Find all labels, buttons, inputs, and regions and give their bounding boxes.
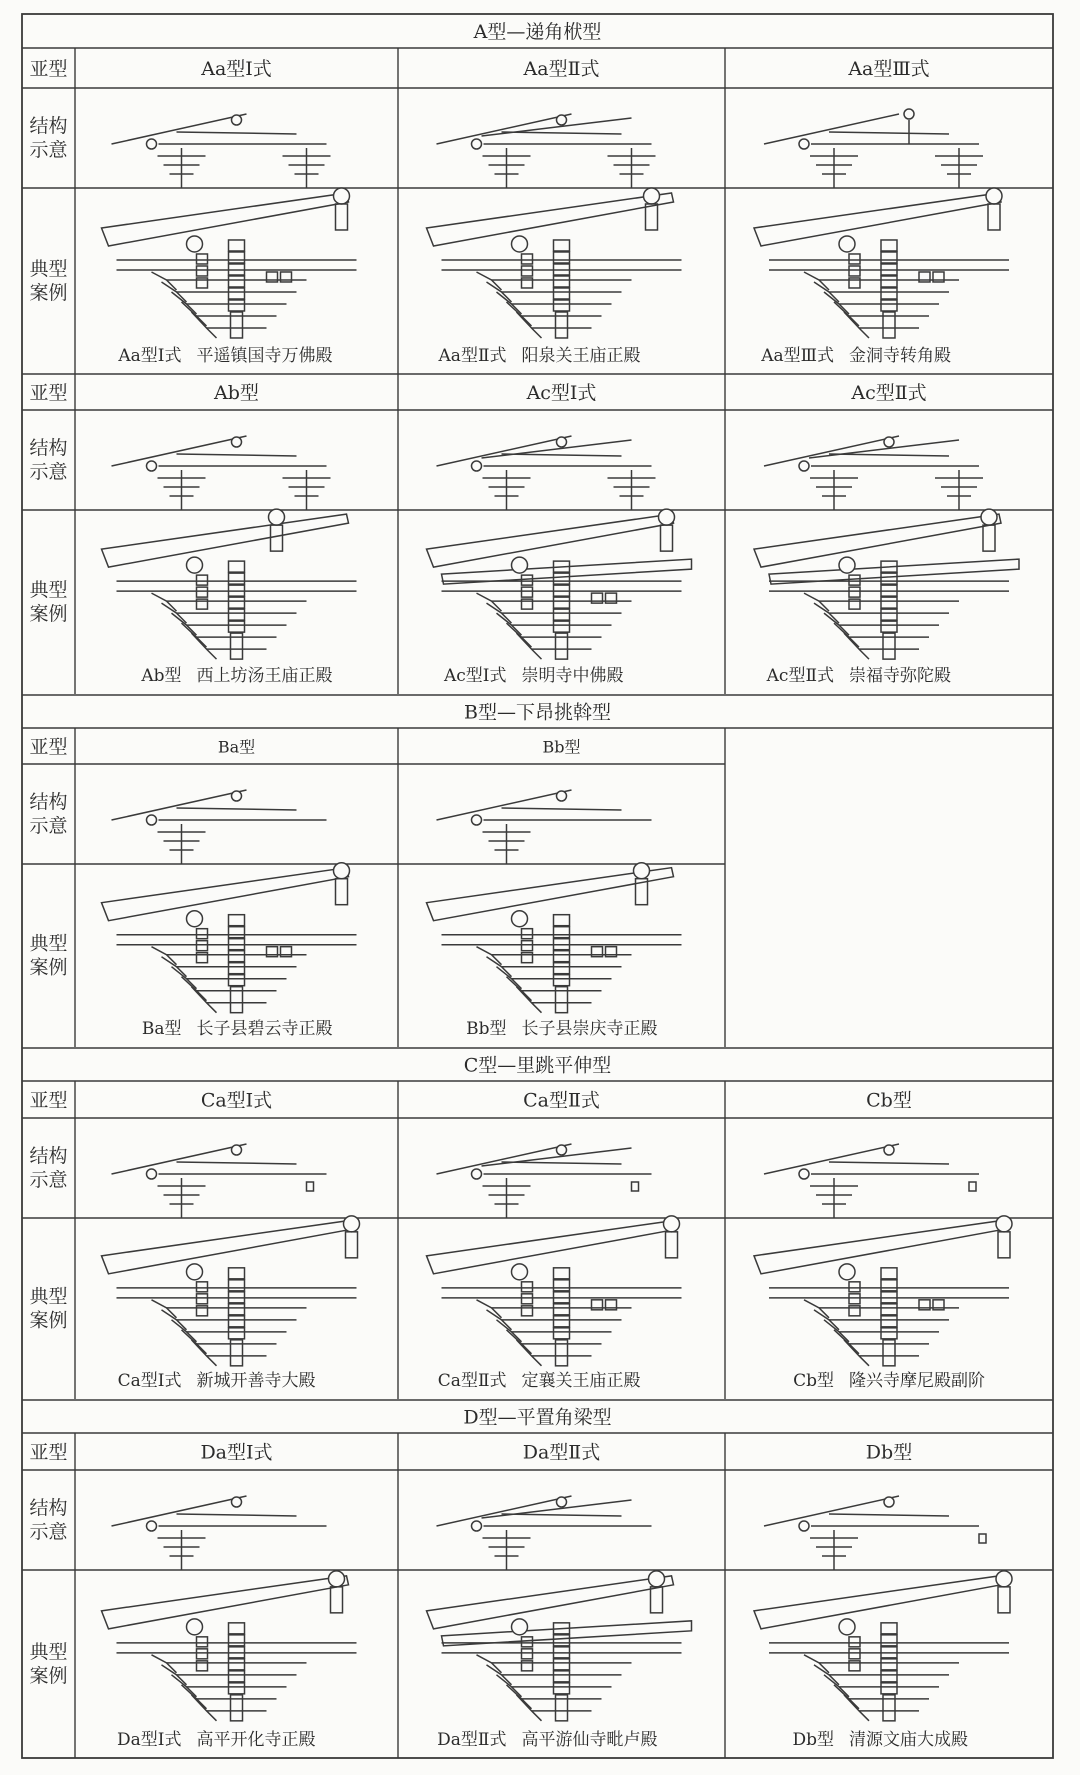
section-title: C型—里跳平伸型 <box>463 1054 612 1077</box>
row-label-example: 案例 <box>29 1665 68 1687</box>
row-label-example: 案例 <box>29 603 68 625</box>
caption-type: Aa型Ⅰ式 <box>118 346 182 366</box>
example-drawing <box>102 509 357 659</box>
example-drawing <box>102 863 357 1013</box>
caption-building: 金洞寺转角殿 <box>849 346 951 366</box>
structure-schematic <box>437 436 656 510</box>
example-drawing <box>102 188 357 338</box>
caption-building: 高平开化寺正殿 <box>196 1730 316 1750</box>
subtype-header: Ca型Ⅰ式 <box>200 1089 273 1112</box>
row-label-example: 案例 <box>29 282 68 304</box>
row-label-example: 典型 <box>29 932 68 955</box>
structure-schematic <box>112 436 331 510</box>
row-label-structure: 示意 <box>29 1169 68 1191</box>
row-label-subtype: 亚型 <box>29 1441 68 1464</box>
structure-schematic <box>112 114 331 188</box>
row-label-structure: 结构 <box>29 437 68 459</box>
subtype-header: Cb型 <box>866 1089 912 1112</box>
caption-building: 清源文庙大成殿 <box>849 1730 968 1750</box>
section-title: A型—递角栿型 <box>473 21 602 43</box>
caption-building: 平遥镇国寺万佛殿 <box>196 346 333 366</box>
row-label-subtype: 亚型 <box>29 1089 68 1112</box>
subtype-header: Db型 <box>865 1441 913 1464</box>
structure-schematic <box>437 790 652 864</box>
structure-schematic <box>764 436 983 510</box>
example-drawing <box>427 509 692 659</box>
caption-type: Ac型Ⅰ式 <box>443 666 507 686</box>
caption-type: Ab型 <box>141 666 182 686</box>
structure-schematic <box>437 114 656 188</box>
row-label-structure: 结构 <box>29 791 68 813</box>
row-label-structure: 结构 <box>29 1497 68 1519</box>
structure-schematic <box>764 1144 979 1218</box>
subtype-header: Ac型Ⅰ式 <box>526 382 597 404</box>
subtype-header: Bb型 <box>542 737 581 757</box>
caption-building: 阳泉关王庙正殿 <box>521 346 641 366</box>
row-label-structure: 示意 <box>29 139 68 161</box>
subtype-header: Aa型Ⅲ式 <box>848 58 930 80</box>
caption-building: 定襄关王庙正殿 <box>521 1371 641 1391</box>
caption-building: 隆兴寺摩尼殿副阶 <box>849 1371 985 1391</box>
row-label-structure: 结构 <box>29 115 68 137</box>
caption-type: Da型Ⅰ式 <box>117 1730 182 1750</box>
row-label-example: 典型 <box>29 258 68 280</box>
subtype-header: Ac型Ⅱ式 <box>851 382 927 404</box>
caption-building: 新城开善寺大殿 <box>196 1371 316 1391</box>
row-label-example: 典型 <box>29 1641 68 1663</box>
row-label-example: 典型 <box>29 579 68 601</box>
caption-type: Ac型Ⅱ式 <box>766 666 834 686</box>
row-label-structure: 示意 <box>29 815 68 837</box>
example-drawing <box>754 1571 1012 1721</box>
caption-type: Da型Ⅱ式 <box>437 1730 507 1750</box>
row-label-subtype: 亚型 <box>29 382 68 404</box>
caption-type: Bb型 <box>466 1019 507 1039</box>
row-label-example: 案例 <box>29 1309 68 1332</box>
caption-building: 高平游仙寺毗卢殿 <box>521 1730 658 1750</box>
structure-schematic <box>112 790 327 864</box>
caption-building: 西上坊汤王庙正殿 <box>196 666 333 686</box>
row-label-subtype: 亚型 <box>29 736 68 758</box>
structure-schematic <box>764 109 983 188</box>
caption-building: 崇明寺中佛殿 <box>521 666 624 686</box>
caption-type: Ca型Ⅰ式 <box>117 1371 182 1391</box>
example-drawing <box>427 188 682 338</box>
caption-building: 崇福寺弥陀殿 <box>849 666 951 686</box>
subtype-header: Ab型 <box>214 382 259 404</box>
caption-type: Ca型Ⅱ式 <box>437 1371 507 1391</box>
caption-type: Aa型Ⅱ式 <box>438 346 507 366</box>
example-drawing <box>754 1216 1012 1366</box>
subtype-header: Ba型 <box>217 737 256 757</box>
structure-schematic <box>112 1144 327 1218</box>
subtype-header: Da型Ⅱ式 <box>522 1441 601 1464</box>
caption-building: 长子县碧云寺正殿 <box>196 1019 333 1039</box>
subtype-header: Da型Ⅰ式 <box>200 1441 273 1464</box>
row-label-subtype: 亚型 <box>29 58 68 80</box>
caption-type: Cb型 <box>793 1371 834 1391</box>
example-drawing <box>102 1571 357 1721</box>
example-drawing <box>754 188 1009 338</box>
structure-schematic <box>437 1144 652 1218</box>
section-title: D型—平置角梁型 <box>463 1406 612 1429</box>
caption-type: Db型 <box>792 1730 834 1750</box>
example-drawing <box>427 863 682 1013</box>
caption-type: Aa型Ⅲ式 <box>761 346 834 366</box>
example-drawing <box>754 509 1019 659</box>
caption-building: 长子县崇庆寺正殿 <box>521 1019 658 1039</box>
structure-schematic <box>112 1496 327 1570</box>
subtype-header: Aa型Ⅰ式 <box>201 58 272 80</box>
row-label-example: 典型 <box>29 1285 68 1308</box>
example-drawing <box>427 1571 692 1721</box>
row-label-structure: 示意 <box>29 461 68 483</box>
example-drawing <box>102 1216 360 1366</box>
subtype-header: Ca型Ⅱ式 <box>523 1089 600 1112</box>
row-label-structure: 示意 <box>29 1521 68 1543</box>
row-label-example: 案例 <box>29 956 68 979</box>
row-label-structure: 结构 <box>29 1145 68 1167</box>
section-title: B型—下昂挑斡型 <box>464 701 611 724</box>
example-drawing <box>427 1216 682 1366</box>
caption-type: Ba型 <box>141 1019 182 1039</box>
structure-schematic <box>437 1496 652 1570</box>
structure-schematic <box>764 1496 986 1570</box>
subtype-header: Aa型Ⅱ式 <box>523 58 600 80</box>
